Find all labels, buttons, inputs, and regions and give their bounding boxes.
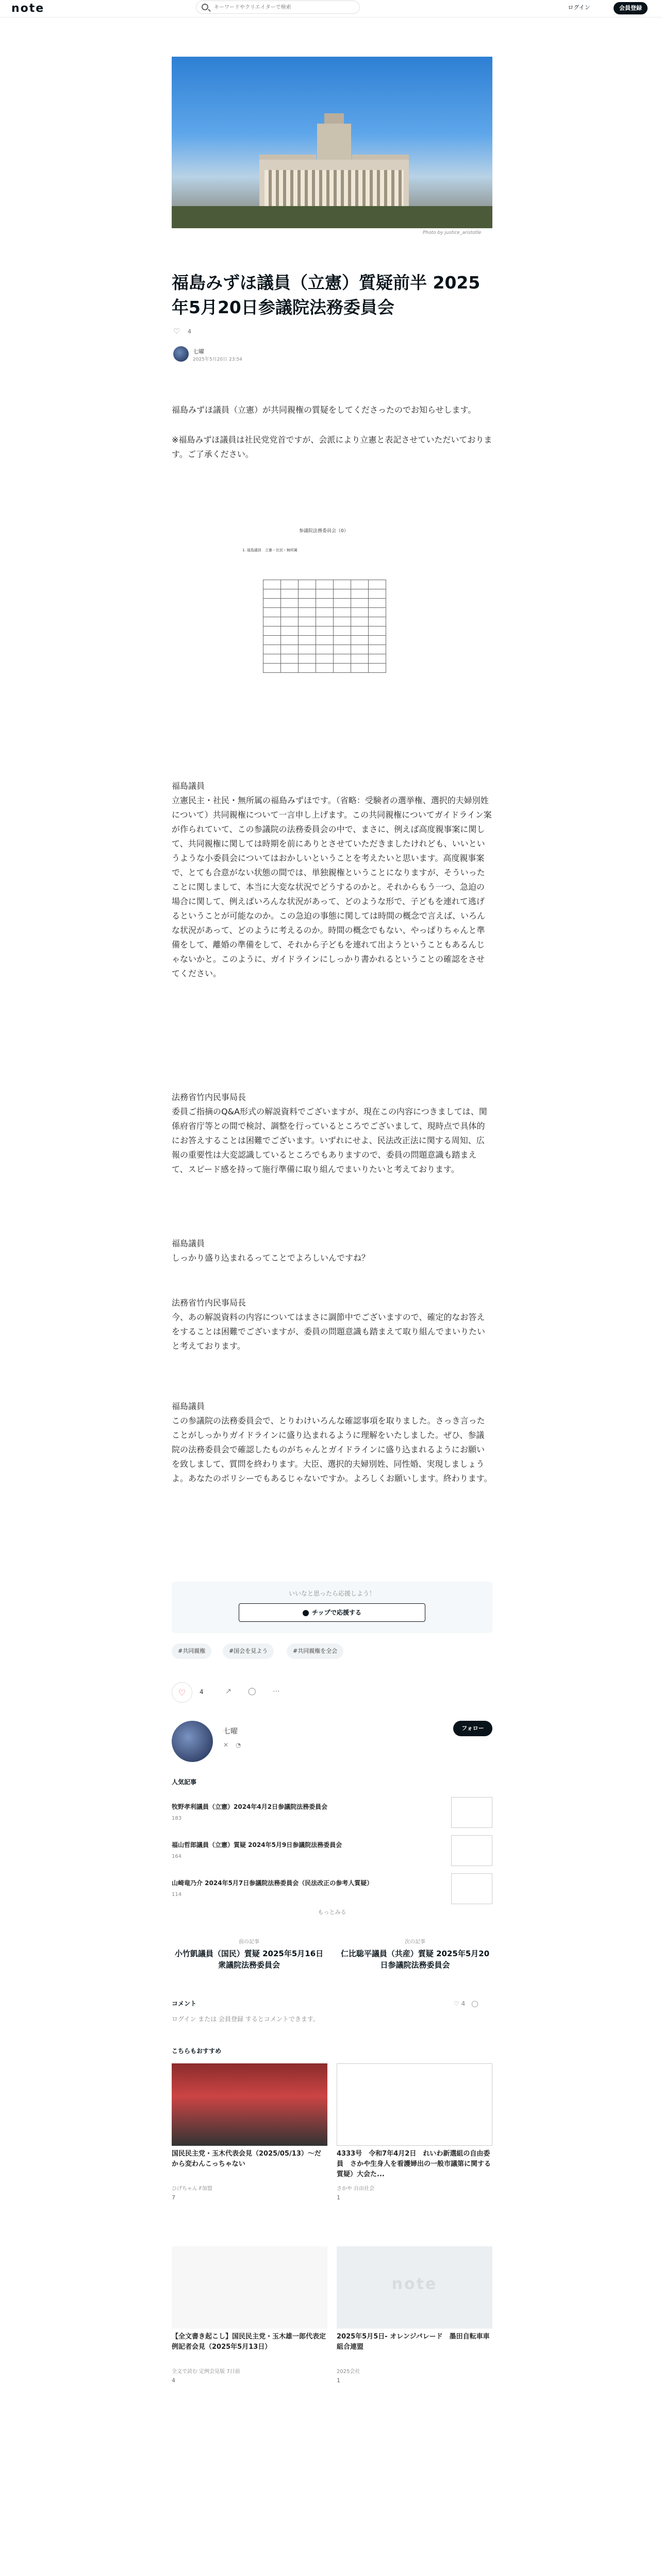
popular-thumbnail[interactable]: [451, 1873, 492, 1904]
photo-credit: Photo by justice_aristotle: [423, 230, 482, 235]
prev-article[interactable]: [172, 1937, 326, 1978]
search-icon: [202, 4, 208, 10]
document-image: [242, 497, 418, 755]
card-author[interactable]: ひげちゃん F加盟: [172, 2186, 212, 2192]
card-title[interactable]: 【全文書き起こし】国民民主党・玉木雄一郎代表定例記者会見（2025年5月13日）: [172, 2333, 326, 2351]
next-article[interactable]: [338, 1937, 492, 1978]
intro-paragraph-2: ※福島みずほ議員は社民党党首ですが、会派により立憲と表記させていただいております。ご了承ください。: [172, 435, 492, 459]
speaker-label: 福島議員: [172, 781, 205, 791]
like-count: 4: [200, 1688, 204, 1696]
search-input[interactable]: [214, 3, 353, 11]
more-icon[interactable]: ⋯: [273, 1687, 280, 1696]
like-button[interactable]: ♡: [172, 1682, 192, 1703]
card-likes: 1: [337, 2377, 340, 2384]
top-header: [0, 0, 662, 18]
recommend-heading: こちらもおすすめ: [172, 2047, 222, 2055]
card-author[interactable]: 全文で読む 定例会見版 7日前: [172, 2369, 240, 2375]
body-paragraph: この参議院の法務委員会で、とりわけいろんな確認事項を取りました。さっき言ったことがしっかりガイドラインに盛り込まれるように理解をいたしました。ぜひ、参議院の法務委員会で確認したものがちゃんとガイドラインに盛り込まれるようにお願いを致しまして、質問を終わります。大臣、選択的夫婦別姓、同性婚、実現しましょうよ。あなたのポリシーでもあるじゃないですか。よろしくお願いします。終わります。: [172, 1416, 492, 1483]
card-author[interactable]: 2025会社: [337, 2369, 360, 2375]
popular-thumbnail[interactable]: [451, 1797, 492, 1828]
card-likes: 4: [172, 2377, 175, 2384]
comment-count-icon[interactable]: ♡ 4 ◯: [454, 2000, 478, 2007]
avatar[interactable]: [173, 346, 189, 362]
doc-title: 参議院法務委員会（0）: [299, 529, 349, 534]
next-label: 次の記事: [405, 1939, 425, 1945]
popular-title[interactable]: 山崎竜乃介 2024年5月7日参議院法務委員会（民法改正の参考人質疑）: [172, 1879, 373, 1887]
card-image[interactable]: [337, 2063, 492, 2146]
chip-button[interactable]: チップで応援する: [239, 1603, 425, 1622]
hashtag[interactable]: #国会を見よう: [223, 1643, 274, 1659]
x-icon[interactable]: ✕: [223, 1741, 229, 1749]
popular-thumbnail[interactable]: [451, 1835, 492, 1866]
next-title[interactable]: 仁比聡平議員（共産）質疑 2025年5月20日参議院法務委員会: [340, 1949, 490, 1970]
doc-sub: 1. 福島議員 立憲・社民・無所属: [242, 548, 297, 552]
body-paragraph: 立憲民主・社民・無所属の福島みずほです。（省略：受験者の選挙権、選択的夫婦別姓について）共同親権について一言申し上げます。この共同親権についてガイドライン案が作られていて、この参議院の法務委員会の中で、まさに、例えば高度親事案に関して、共同親権に関しては時期を前にありとさせていただきましたけれども、いいというような小委員会についてはおかしいということを考えたいと思います。高度親事案で、とても合意がない状態の間では、単独親権ということになりますが、そういったことに関しまして、本当に大変な状況でどうするのかと。それからもう一つ、急迫の場合に関して、例えばいろんな状況があって、どのような形で、子どもを連れて逃げるということが可能なのか。この急迫の事態に関しては時間の概念で言えば、いろんな状況があって、どのように考えるのか。時間の概念でもない、やっぱりちゃんと準備をして、離婚の準備をして、それから子どもを連れて出ようということもあるんじゃないかと。このように、ガイドラインにしっかり書かれるということの確認をさせてください。: [172, 795, 492, 978]
card-title[interactable]: 2025年5月5日- オレンジパレード 墨田自転車車組合連盟: [337, 2333, 490, 2351]
speaker-label: 福島議員: [172, 1401, 205, 1411]
speaker-label: 法務省竹内民事局長: [172, 1092, 246, 1102]
list-item[interactable]: [172, 1797, 492, 1833]
popular-heading: 人気記事: [172, 1778, 197, 1786]
coin-icon: [303, 1610, 309, 1616]
card-likes: 7: [172, 2194, 175, 2201]
card-author[interactable]: さかや 自由社会: [337, 2186, 375, 2192]
body-paragraph: 委員ご指摘のQ&A形式の解説資料でございますが、現在この内容につきましては、関係府省庁等との間で検討、調整を行っているところでございまして、現時点で具体的にお答えすることは困難でございます。いずれにせよ、民法改正法に関する周知、広報の重要性は大変認識しているところでもありますので、委員の問題意識も踏まえて、スピード感を持って施行準備に取り組んでまいりたいと考えております。: [172, 1107, 487, 1174]
author-name[interactable]: 七曜: [193, 348, 204, 355]
comment-icon[interactable]: ◯: [248, 1687, 256, 1696]
speaker-label: 法務省竹内民事局長: [172, 1298, 246, 1308]
follow-button[interactable]: フォロー: [453, 1721, 492, 1736]
search-bar[interactable]: [196, 1, 360, 14]
body-paragraph: しっかり盛り込まれるってことでよろしいんですね？: [172, 1253, 370, 1263]
heart-icon[interactable]: ♡: [173, 327, 180, 336]
card-likes: 1: [337, 2194, 340, 2201]
author-row: [173, 346, 379, 367]
more-link[interactable]: もっとみる: [318, 1909, 346, 1916]
prev-title[interactable]: 小竹凱議員（国民）質疑 2025年5月16日衆議院法務委員会: [174, 1949, 324, 1970]
article-title: 福島みずほ議員（立憲）質疑前半 2025年5月20日参議院法務委員会: [172, 273, 481, 317]
prev-label: 前の記事: [239, 1939, 259, 1945]
comment-heading: コメント: [172, 2000, 197, 2007]
support-box: [172, 1582, 492, 1633]
note-placeholder-logo: note: [391, 2275, 438, 2293]
share-icon[interactable]: ↗: [225, 1687, 231, 1696]
recommend-card[interactable]: [337, 2246, 492, 2416]
rss-icon[interactable]: ◔: [236, 1741, 241, 1749]
card-image[interactable]: [337, 2246, 492, 2329]
speaker-label: 福島議員: [172, 1239, 205, 1248]
signup-button[interactable]: 会員登録: [614, 2, 648, 14]
recommend-card[interactable]: [337, 2063, 492, 2233]
card-image[interactable]: [172, 2063, 327, 2146]
publish-date: 2025年5月20日 23:54: [193, 357, 242, 362]
popular-likes: 183: [172, 1816, 182, 1821]
hashtag[interactable]: #共同親権: [172, 1643, 211, 1659]
creator-name[interactable]: 七曜: [223, 1727, 238, 1736]
popular-likes: 114: [172, 1892, 182, 1897]
comment-note: ログイン または 会員登録 するとコメントできます。: [172, 2015, 319, 2023]
recommend-card[interactable]: [172, 2063, 327, 2233]
support-text: いいなと思ったら応援しよう！: [288, 1590, 375, 1597]
intro-paragraph-1: 福島みずほ議員（立憲）が共同親権の質疑をしてくださったのでお知らせします。: [172, 405, 476, 415]
body-paragraph: 今、あの解説資料の内容についてはまさに調節中でございますので、確定的なお答えをすることは困難でございますが、委員の問題意識も踏まえて取り組んでまいりたいと考えております。: [172, 1312, 486, 1351]
recommend-card[interactable]: [172, 2246, 327, 2416]
doc-table: [263, 580, 386, 673]
avatar[interactable]: [172, 1721, 213, 1762]
creator-box: [172, 1721, 492, 1762]
hashtag[interactable]: #共同親権を全会: [287, 1643, 343, 1659]
popular-title[interactable]: 福山哲郎議員（立憲）質疑 2024年5月9日参議院法務委員会: [172, 1841, 342, 1849]
note-logo[interactable]: note: [11, 2, 45, 15]
popular-title[interactable]: 牧野孝利議員（立憲）2024年4月2日参議院法務委員会: [172, 1803, 328, 1810]
like-count: 4: [188, 328, 191, 335]
hero-image: [172, 57, 492, 228]
card-image[interactable]: [172, 2246, 327, 2329]
card-title[interactable]: 国民民主党・玉木代表会見（2025/05/13）〜だから変わんこっちゃない: [172, 2150, 321, 2168]
login-button[interactable]: ログイン: [568, 4, 590, 11]
list-item[interactable]: [172, 1873, 492, 1909]
diet-building: [259, 113, 409, 216]
card-title[interactable]: 4333号 令和7年4月2日 れいわ新選組の自由委員 さかや生身人を看護婦出の一般市議第に関する質疑）大会た...: [337, 2150, 491, 2178]
popular-likes: 164: [172, 1854, 182, 1859]
list-item[interactable]: [172, 1835, 492, 1871]
action-row: [172, 1682, 492, 1703]
